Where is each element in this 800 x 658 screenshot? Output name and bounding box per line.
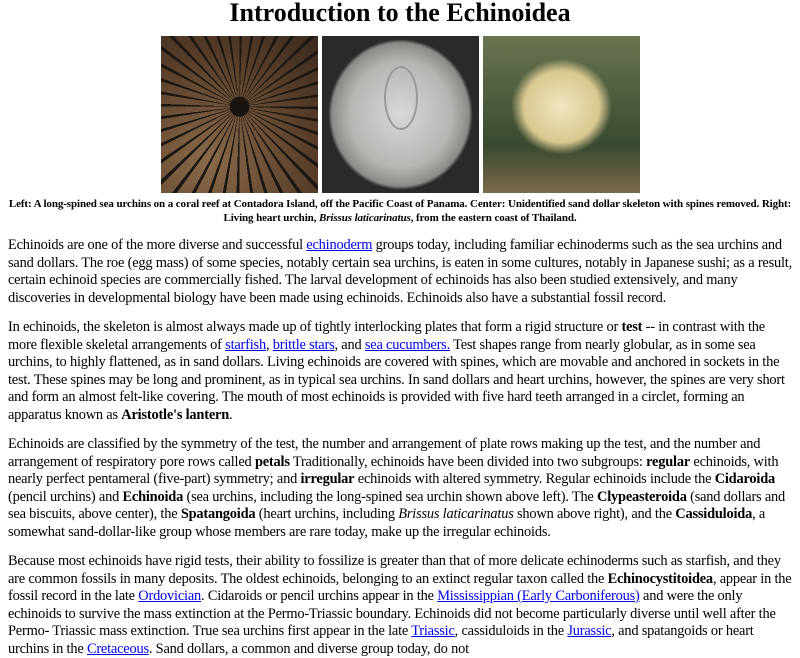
text-run: Because most echinoids have rigid tests, their ability to fossilize is greater than that of more delicate echinoderms such as starfish, and they are common fossils in many deposits. The oldest echinoids, belonging to an extinct regular taxon called the <box>8 553 781 587</box>
text-run: In echinoids, the skeleton is almost always made up of tightly interlocking plates that form a rigid structure or <box>8 319 622 335</box>
text-run: groups today, including familiar echinoderms such as the sea urchins and sand dollars. The roe (egg mass) of some species, notably certain sea urchins, is eaten in some cultures, notably in Japanese sushi; as a result, certain echinoid species are commercially fished. The larval development of echinoids has also been studied extensively, and many discoveries in developmental biology have been made using echinoids. Echinoids also have a substantial fossil record. <box>8 237 792 306</box>
link-triassic[interactable]: Triassic <box>411 623 455 639</box>
link-brittle-stars[interactable]: brittle stars <box>272 336 335 353</box>
link-echinoderm[interactable]: echinoderm <box>306 237 373 253</box>
text-run: (heart urchins, including <box>255 506 399 522</box>
text-run: , and <box>334 336 365 353</box>
page-title: Introduction to the Echinoidea <box>229 0 571 27</box>
text-run: Echinoids are classified by the symmetry of the test, the number and arrangement of plate rows making up the test, and the number and arrangement of respiratory pore rows called <box>8 436 761 470</box>
sea-urchin-photo <box>161 36 318 193</box>
bold-term: irregular <box>300 471 355 487</box>
paragraph <box>8 319 792 424</box>
bold-term: Echinocystitoidea <box>607 570 713 587</box>
paragraph <box>8 436 792 541</box>
paragraph <box>8 553 792 658</box>
bold-term: Spatangoida <box>180 506 256 522</box>
bold-term: Aristotle's lantern <box>121 406 230 423</box>
text-run: , and spatangoids or heart urchins in the <box>8 623 754 657</box>
text-run: , a somewhat sand-dollar-like group whose members are rare today, make up the irregular echinoids. <box>8 506 766 540</box>
bold-term: Cassiduloida <box>675 506 753 522</box>
text-run: . <box>229 406 233 423</box>
text-run: Echinoids are one of the more diverse and successful <box>8 237 307 253</box>
text-run: echinoids, with nearly perfect pentameral (five-part) symmetry; and <box>8 453 779 487</box>
sand-dollar-photo <box>322 36 479 193</box>
text-run: (sea urchins, including the long-spined sea urchin shown above left). The <box>183 488 598 505</box>
text-run: and were the only echinoids to survive the mass extinction at the Permo-Triassic boundary. Echinoids did not become particularly diverse until well after the Permo- Triassic mass extinction. True sea urchins first appear in the late <box>8 588 776 639</box>
italic-term: Brissus laticarinatus <box>398 506 514 522</box>
link-starfish[interactable]: starfish <box>225 336 266 353</box>
text-run: , from the eastern coast of Thailand. <box>410 212 577 224</box>
link-sea-cucumbers[interactable]: sea cucumbers. <box>364 336 450 353</box>
text-run: Test shapes range from nearly globular, as in some sea urchins, to highly flattened, as in sand dollars. Living echinoids are covered with spines, which are movable and anchored in sockets in the test. These spines may be long and prominent, as in typical sea urchins. In sand dollars and heart urchins, however, the spines are very short and form an almost felt-like covering. The mouth of most echinoids is provided with five hard teeth arranged in a circlet, forming an apparatus known as <box>8 336 785 423</box>
figure-caption <box>8 197 792 225</box>
link-cretaceous[interactable]: Cretaceous <box>86 640 149 657</box>
bold-term: petals <box>254 453 290 470</box>
text-run: , cassiduloids in the <box>454 623 568 639</box>
text-run: , appear in the fossil record in the late <box>8 570 792 604</box>
heart-urchin-photo <box>483 36 640 193</box>
text-run: , <box>265 336 273 353</box>
text-run: (pencil urchins) and <box>8 488 123 505</box>
italic-term: Brissus laticarinatus <box>318 212 411 224</box>
text-run: -- in contrast with the more flexible skeletal arrangements of <box>8 319 765 353</box>
text-run: echinoids with altered symmetry. Regular echinoids include the <box>354 471 715 487</box>
photo-row <box>0 36 800 193</box>
bold-term: regular <box>646 453 691 470</box>
bold-term: Clypeasteroida <box>597 488 687 505</box>
article-body <box>0 237 800 658</box>
bold-term: test <box>621 319 643 335</box>
bold-term: Echinoida <box>122 488 184 505</box>
link-mississippian-early-carboniferous[interactable]: Mississippian (Early Carboniferous) <box>437 588 640 604</box>
link-jurassic[interactable]: Jurassic <box>567 623 612 639</box>
text-run: shown above right), and the <box>513 506 676 522</box>
bold-term: Cidaroida <box>714 471 775 487</box>
paragraph <box>8 237 792 307</box>
text-run: (sand dollars and sea biscuits, above center), the <box>8 488 786 522</box>
link-ordovician[interactable]: Ordovician <box>138 588 202 604</box>
text-run: Traditionally, echinoids have been divided into two subgroups: <box>289 453 647 470</box>
text-run: Left: A long-spined sea urchins on a coral reef at Contadora Island, off the Pacific Coast of Panama. Center: Unidentified sand dollar skeleton with spines removed. Right: Living heart urchin, <box>8 198 792 224</box>
text-run: . Sand dollars, a common and diverse group today, do not <box>148 640 469 657</box>
text-run: . Cidaroids or pencil urchins appear in the <box>201 588 438 604</box>
